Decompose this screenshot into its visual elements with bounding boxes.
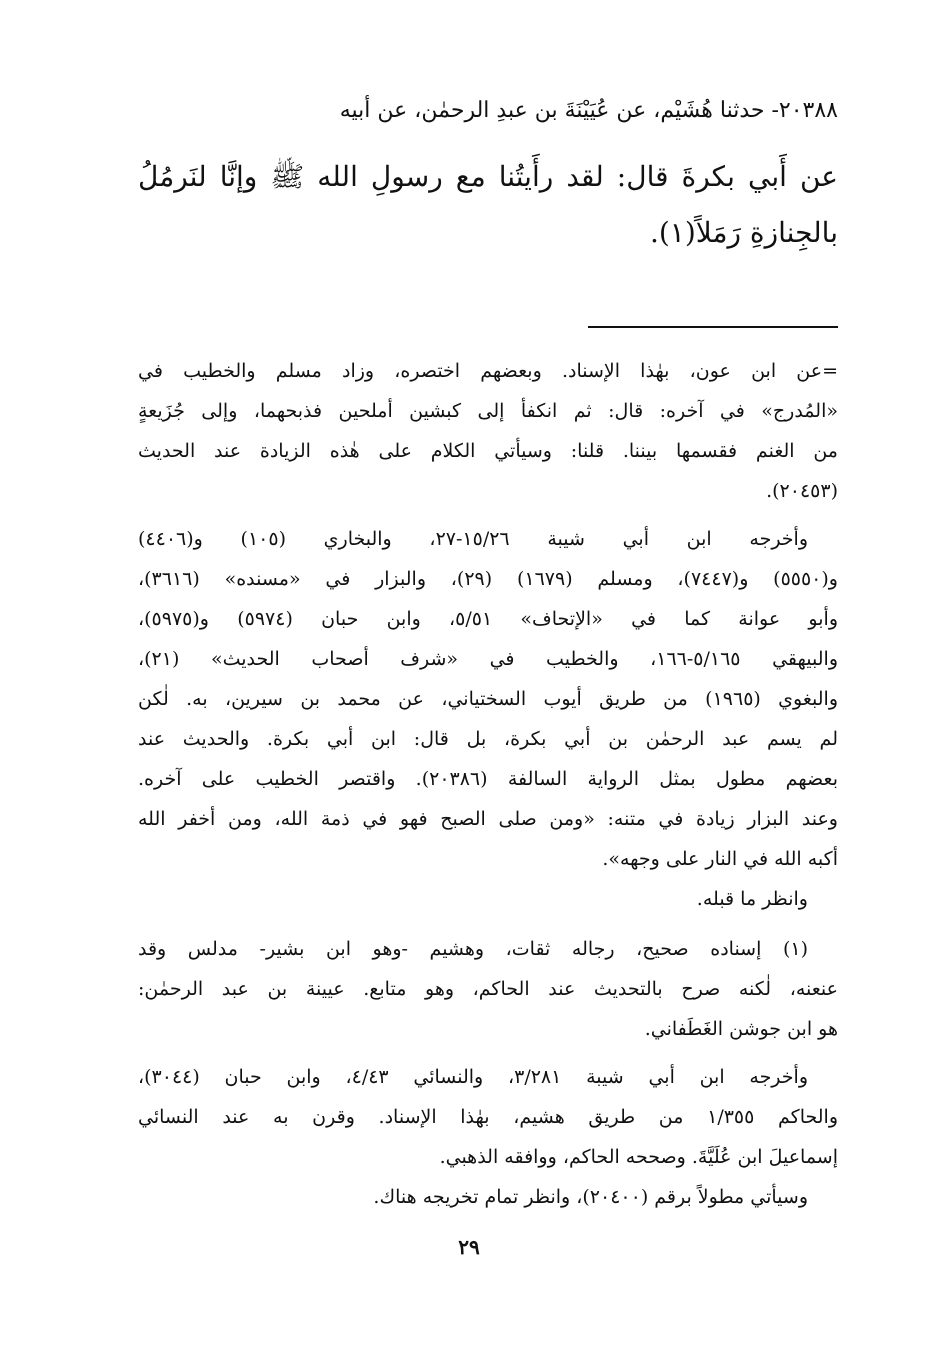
footnote-line: و(٥٥٥٠) و(٧٤٤٧)، ومسلم (١٦٧٩) (٢٩)، والبزار في «مسنده» (٣٦١٦)، xyxy=(138,568,838,590)
footnote-line: وانظر ما قبله. xyxy=(696,888,808,910)
footnote-line: «المُدرج» في آخره: قال: ثم انكفأ إلى كبشين أملحين فذبحهما، وإلى جُزَيعةٍ xyxy=(138,400,838,422)
footnote-line: (٢٠٤٥٣). xyxy=(766,480,838,502)
footnote-line: وسيأتي مطولاً برقم (٢٠٤٠٠)، وانظر تمام تخريجه هناك. xyxy=(373,1186,808,1208)
footnote-line: إسماعيلَ ابن عُلَيَّةَ. وصححه الحاكم، ووافقه الذهبي. xyxy=(439,1146,838,1168)
footnote-line: من الغنم فقسمها بيننا. قلنا: وسيأتي الكلام على هٰذه الزيادة عند الحديث xyxy=(138,440,838,462)
footnote-line: (١) إسناده صحيح، رجاله ثقات، وهشيم -وهو ابن بشير- مدلس وقد xyxy=(138,938,808,960)
footnote-line: هو ابن جوشن الغَطَفاني. xyxy=(644,1018,838,1040)
footnote-line: والبغوي (١٩٦٥) من طريق أيوب السختياني، عن محمد بن سيرين، به. لٰكن xyxy=(138,688,838,710)
footnote-separator xyxy=(588,326,838,328)
footnote-line: وأبو عوانة كما في «الإتحاف» ٥/٥١، وابن حبان (٥٩٧٤) و(٥٩٧٥)، xyxy=(138,608,838,630)
hadith-line-2: عن أَبي بكرةَ قال: لقد رأَيتُنا مع رسولِ الله ﷺ وإنَّا لنَرمُلُ xyxy=(138,160,838,193)
footnote-line: بعضهم مطول بمثل الرواية السالفة (٢٠٣٨٦). واقتصر الخطيب على آخره. xyxy=(138,768,838,790)
footnote-line: والبيهقي ٥/١٦٥-١٦٦، والخطيب في «شرف أصحاب الحديث» (٢١)، xyxy=(138,648,838,670)
hadith-line-1: ٢٠٣٨٨- حدثنا هُشَيْم، عن عُيَيْنَةَ بن عبدِ الرحمٰن، عن أبيه xyxy=(339,98,838,123)
footnote-line: وأخرجه ابن أبي شيبة ٣/٢٨١، والنسائي ٤/٤٣، وابن حبان (٣٠٤٤)، xyxy=(138,1066,808,1088)
footnote-line: وعند البزار زيادة في متنه: «ومن صلى الصبح فهو في ذمة الله، ومن أخفر الله xyxy=(138,808,838,830)
footnote-line: وأخرجه ابن أبي شيبة ١٥/٢٦-٢٧، والبخاري (١٠٥) و(٤٤٠٦) xyxy=(138,528,809,550)
footnote-line: عنعنه، لٰكنه صرح بالتحديث عند الحاكم، وهو متابع. عيينة بن عبد الرحمٰن: xyxy=(138,978,838,1000)
hadith-line-3: بالجِنازةِ رَمَلاً(١). xyxy=(649,216,838,249)
footnote-line: لم يسم عبد الرحمٰن بن أبي بكرة، بل قال: ابن أبي بكرة. والحديث عند xyxy=(138,728,838,750)
footnote-line: =عن ابن عون، بهٰذا الإسناد. وبعضهم اختصره، وزاد مسلم والخطيب في xyxy=(138,360,838,382)
page-number: ٢٩ xyxy=(458,1235,480,1259)
footnote-line: أكبه الله في النار على وجهه». xyxy=(602,848,838,870)
footnote-line: والحاكم ١/٣٥٥ من طريق هشيم، بهٰذا الإسناد. وقرن به عند النسائي xyxy=(138,1106,838,1128)
